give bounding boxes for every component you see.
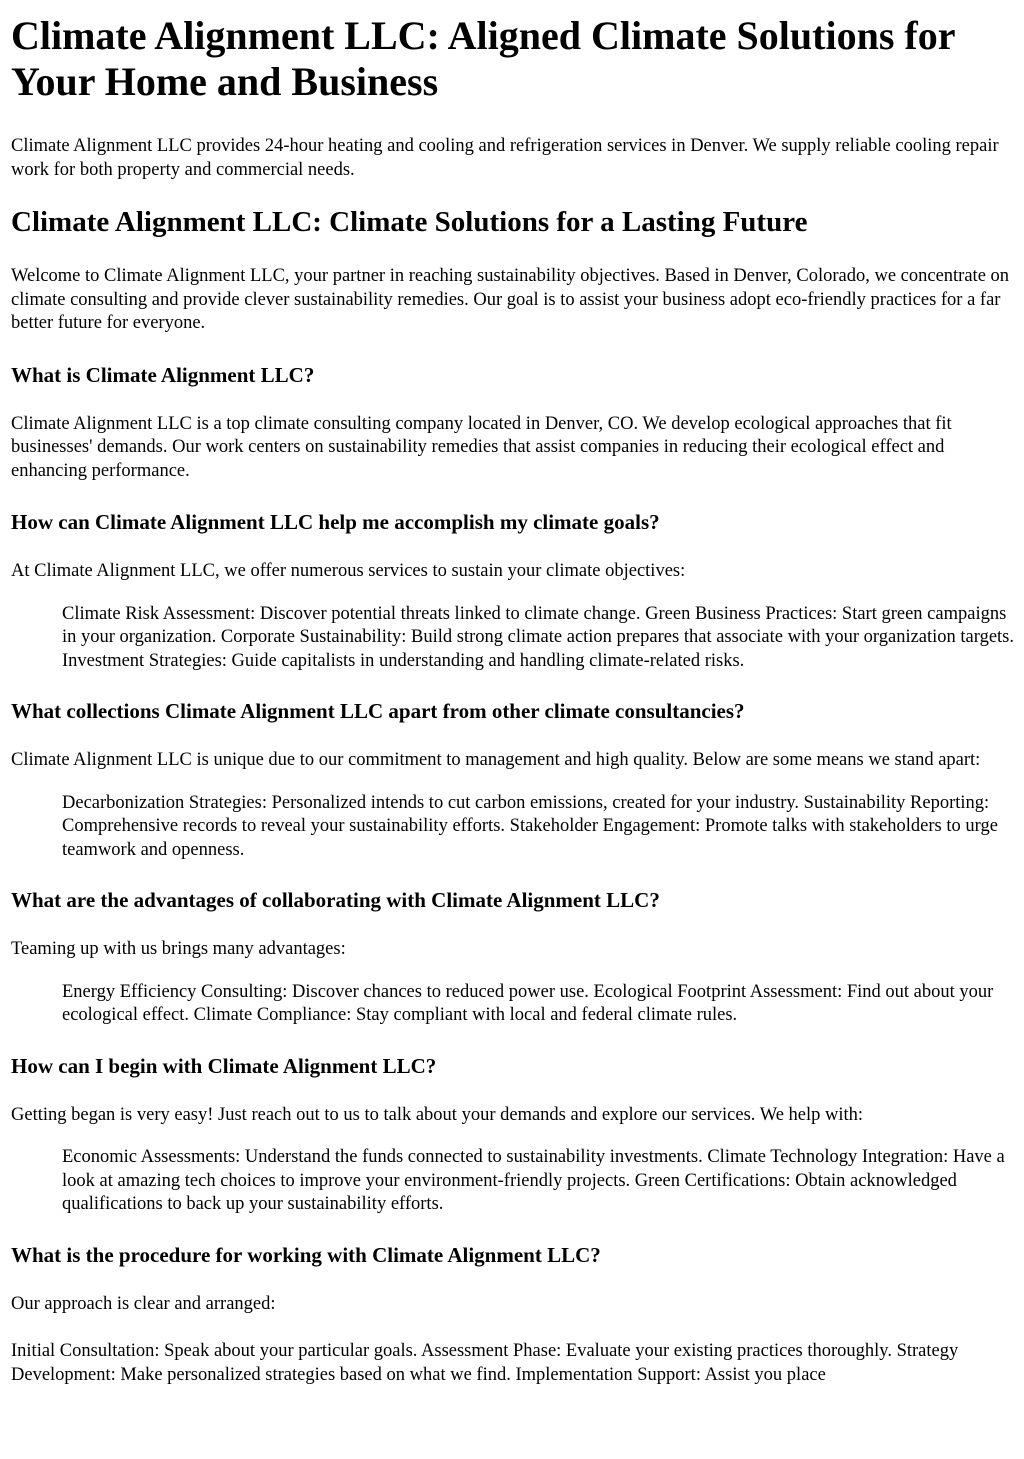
heading-begin: How can I begin with Climate Alignment LLC? bbox=[11, 1053, 437, 1078]
begin-quote: Economic Assessments: Understand the funds connected to sustainability investments. Climate Technology Integration: Have a look at amazing tech choices to improve your environment-friendly projects. Green Certifications: Obtain acknowledged qualifications to back up your sustainability efforts. bbox=[62, 1147, 1005, 1214]
paragraph-what-is: Climate Alignment LLC is a top climate consulting company located in Denver, CO. We develop ecological approaches that fit businesses' demands. Our work centers on sustainability remedies that assist companies in reducing their ecological effect and enhancing performance. bbox=[11, 413, 952, 481]
section-title: Climate Alignment LLC: Climate Solutions for a Lasting Future bbox=[11, 206, 808, 238]
paragraph-procedure: Our approach is clear and arranged: bbox=[11, 1293, 276, 1314]
paragraph-how-help: At Climate Alignment LLC, we offer numerous services to sustain your climate objectives: bbox=[11, 561, 686, 581]
page-title: Climate Alignment LLC: Aligned Climate Solutions for Your Home and Business bbox=[11, 13, 955, 104]
heading-advantages: What are the advantages of collaborating with Climate Alignment LLC? bbox=[11, 888, 660, 912]
heading-sets-apart: What collections Climate Alignment LLC apart from other climate consultancies? bbox=[11, 699, 745, 723]
paragraph-begin: Getting began is very easy! Just reach out to us to talk about your demands and explore our services. We help with: bbox=[11, 1104, 864, 1125]
welcome-paragraph: Welcome to Climate Alignment LLC, your partner in reaching sustainability objectives. Based in Denver, Colorado, we concentrate on climate consulting and provide clever sustainability remedies. Our goal is to assist your business adopt eco-friendly practices for a far better future for everyone. bbox=[11, 266, 1010, 333]
heading-how-help: How can Climate Alignment LLC help me accomplish my climate goals? bbox=[11, 510, 660, 534]
differentiators-quote: Decarbonization Strategies: Personalized intends to cut carbon emissions, created for your industry. Sustainability Reporting: Comprehensive records to reveal your sustainability efforts. Stakeholder Engagement: Promote talks with stakeholders to urge teamwork and openness. bbox=[62, 792, 998, 860]
services-quote: Climate Risk Assessment: Discover potential threats linked to climate change. Green Business Practices: Start green campaigns in your organization. Corporate Sustainability: Build strong climate action prepares that associate with your organization targets. Investment Strategies: Guide capitalists in understanding and handling climate-related risks. bbox=[62, 603, 1015, 671]
paragraph-sets-apart: Climate Alignment LLC is unique due to our commitment to management and high quality. Below are some means we stand apart: bbox=[11, 750, 981, 770]
paragraph-advantages: Teaming up with us brings many advantages: bbox=[11, 939, 346, 959]
heading-what-is: What is Climate Alignment LLC? bbox=[11, 362, 315, 387]
heading-procedure: What is the procedure for working with Climate Alignment LLC? bbox=[11, 1242, 601, 1267]
advantages-quote: Energy Efficiency Consulting: Discover chances to reduced power use. Ecological Footprint Assessment: Find out about your ecological effect. Climate Compliance: Stay compliant with local and federal climate rules. bbox=[62, 981, 994, 1025]
paragraph-procedure-steps: Initial Consultation: Speak about your particular goals. Assessment Phase: Evaluate your existing practices thoroughly. Strategy Development: Make personalized strategies based on what we find. Implementation Support: Assist you place bbox=[11, 1341, 959, 1385]
intro-paragraph: Climate Alignment LLC provides 24-hour heating and cooling and refrigeration services in Denver. We supply reliable cooling repair work for both property and commercial needs. bbox=[11, 136, 999, 180]
